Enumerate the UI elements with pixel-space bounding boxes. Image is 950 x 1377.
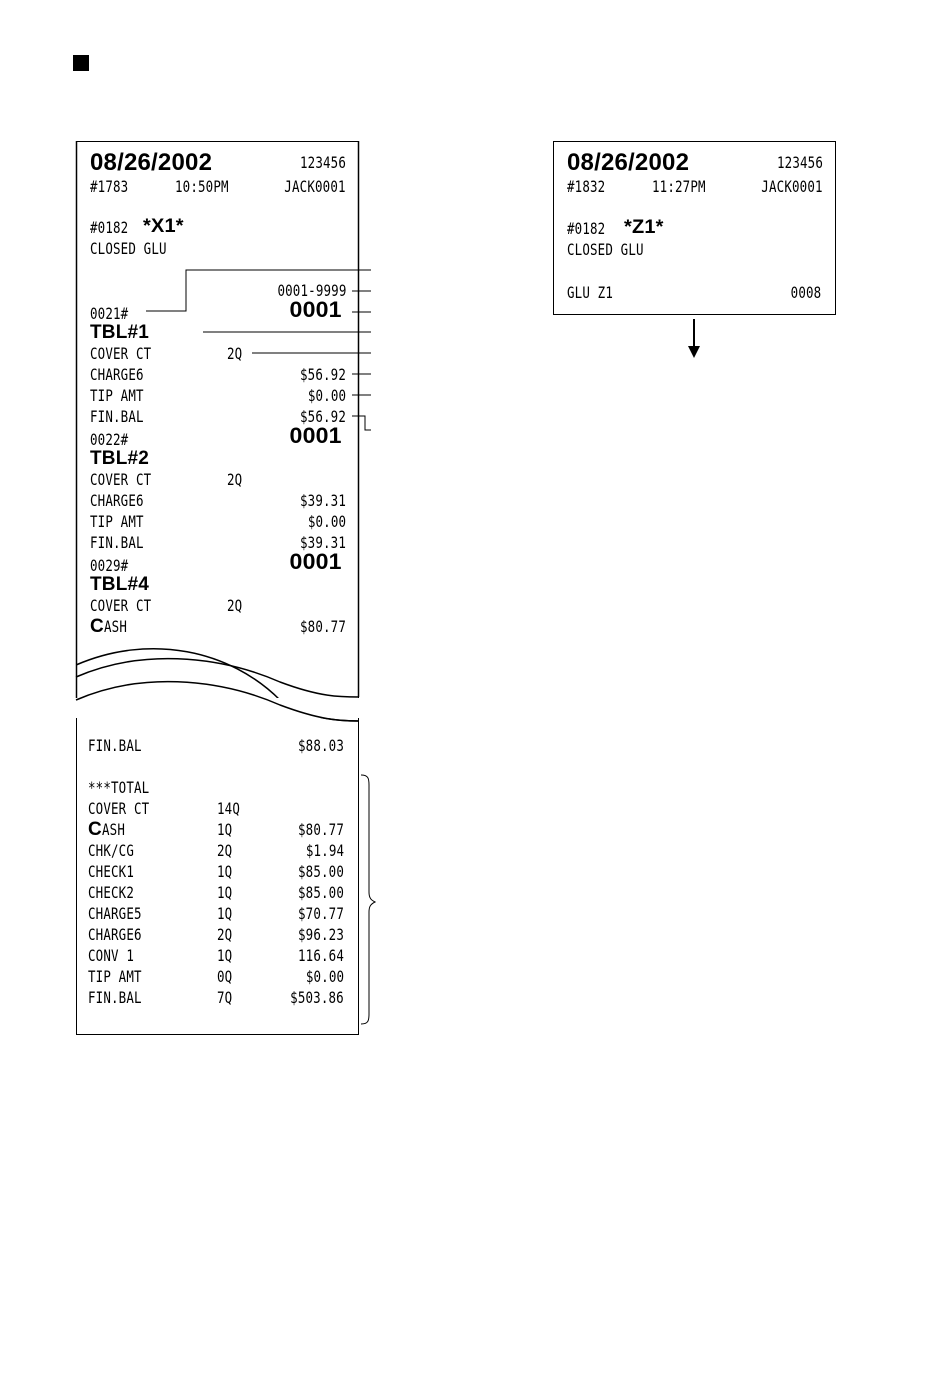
total-row-count: 1Q xyxy=(217,946,233,965)
total-row-label: CHECK2 xyxy=(88,883,135,902)
charge-amount: $56.92 xyxy=(299,365,346,384)
machine-number: 123456 xyxy=(776,153,823,172)
total-label: ***TOTAL xyxy=(88,778,150,797)
total-row-label-rest: ASH xyxy=(101,820,125,839)
consecutive-number: #1832 xyxy=(567,177,606,196)
cover-label: COVER CT xyxy=(90,344,152,363)
total-row-amount: $70.77 xyxy=(297,904,344,923)
counter-value: 0008 xyxy=(790,283,821,302)
total-row-count: 7Q xyxy=(217,988,233,1007)
clerk-code: JACK0001 xyxy=(284,177,346,196)
glu-clerk: 0001 xyxy=(289,549,342,574)
report-number: #0182 xyxy=(567,219,606,238)
charge-amount: $39.31 xyxy=(299,491,346,510)
report-title: CLOSED GLU xyxy=(567,240,644,259)
glu-clerk: 0001 xyxy=(289,297,342,322)
cash-label-rest: ASH xyxy=(103,617,127,636)
tear-gap xyxy=(70,698,365,718)
tip-label: TIP AMT xyxy=(90,512,144,531)
fin-bal-amount: $39.31 xyxy=(299,533,346,552)
total-row-count: 1Q xyxy=(217,883,233,902)
report-mode: *X1* xyxy=(143,216,184,237)
total-row-amount: $85.00 xyxy=(297,883,344,902)
glu-clerk: 0001 xyxy=(289,423,342,448)
table-number: TBL#1 xyxy=(90,322,150,343)
fin-bal-label: FIN.BAL xyxy=(90,407,144,426)
total-brace xyxy=(361,775,375,1024)
total-row-label: CHK/CG xyxy=(88,841,135,860)
total-row-amount: $1.94 xyxy=(305,841,344,860)
down-arrow-icon xyxy=(688,346,700,358)
total-row-count: 2Q xyxy=(217,925,233,944)
table-number: TBL#4 xyxy=(90,574,150,595)
total-row-count: 14Q xyxy=(217,799,241,818)
report-time: 11:27PM xyxy=(652,177,706,196)
total-row-amount: $96.23 xyxy=(297,925,344,944)
report-time: 10:50PM xyxy=(175,177,229,196)
total-row-amount: $80.77 xyxy=(297,820,344,839)
table-number: TBL#2 xyxy=(90,448,150,469)
report-title: CLOSED GLU xyxy=(90,239,167,258)
total-row-label: FIN.BAL xyxy=(88,988,142,1007)
glu-range: 0001-9999 xyxy=(276,281,346,300)
report-date: 08/26/2002 xyxy=(567,149,690,176)
total-row-label: CHARGE5 xyxy=(88,904,142,923)
charge-label: CHARGE6 xyxy=(90,365,144,384)
total-row-count: 1Q xyxy=(217,862,233,881)
glu-number: 0021# xyxy=(90,304,129,323)
cover-count: 2Q xyxy=(227,344,243,363)
total-row-label: CONV 1 xyxy=(88,946,135,965)
fin-bal-label: FIN.BAL xyxy=(88,736,142,755)
total-row-label: TIP AMT xyxy=(88,967,142,986)
total-row-count: 2Q xyxy=(217,841,233,860)
tip-amount: $0.00 xyxy=(307,512,346,531)
total-row-count: 1Q xyxy=(217,820,233,839)
leader-fin-bal xyxy=(352,416,371,430)
fin-bal-label: FIN.BAL xyxy=(90,533,144,552)
glu-number: 0029# xyxy=(90,556,129,575)
clerk-code: JACK0001 xyxy=(761,177,823,196)
tear-edge-top xyxy=(76,659,359,697)
leader-glu-number xyxy=(146,270,371,311)
charge-label: CHARGE6 xyxy=(90,491,144,510)
report-date: 08/26/2002 xyxy=(90,149,213,176)
cash-label-initial: C xyxy=(90,616,104,637)
total-row-amount: 116.64 xyxy=(297,946,344,965)
report-number: #0182 xyxy=(90,218,129,237)
total-row-label: CHARGE6 xyxy=(88,925,142,944)
cover-count: 2Q xyxy=(227,470,243,489)
counter-label: GLU Z1 xyxy=(567,283,614,302)
report-mode: *Z1* xyxy=(624,217,664,238)
tip-label: TIP AMT xyxy=(90,386,144,405)
total-row-amount: $85.00 xyxy=(297,862,344,881)
total-row-count: 1Q xyxy=(217,904,233,923)
cover-label: COVER CT xyxy=(90,470,152,489)
total-row-count: 0Q xyxy=(217,967,233,986)
tip-amount: $0.00 xyxy=(307,386,346,405)
total-row-amount: $503.86 xyxy=(290,988,344,1007)
cover-count: 2Q xyxy=(227,596,243,615)
consecutive-number: #1783 xyxy=(90,177,129,196)
fin-bal-amount: $88.03 xyxy=(297,736,344,755)
total-row-label-initial: C xyxy=(88,819,102,840)
total-row-label: COVER CT xyxy=(88,799,150,818)
total-row-amount: $0.00 xyxy=(305,967,344,986)
cash-amount: $80.77 xyxy=(299,617,346,636)
total-row-label: CHECK1 xyxy=(88,862,135,881)
cover-label: COVER CT xyxy=(90,596,152,615)
glu-number: 0022# xyxy=(90,430,129,449)
fin-bal-amount: $56.92 xyxy=(299,407,346,426)
machine-number: 123456 xyxy=(299,153,346,172)
